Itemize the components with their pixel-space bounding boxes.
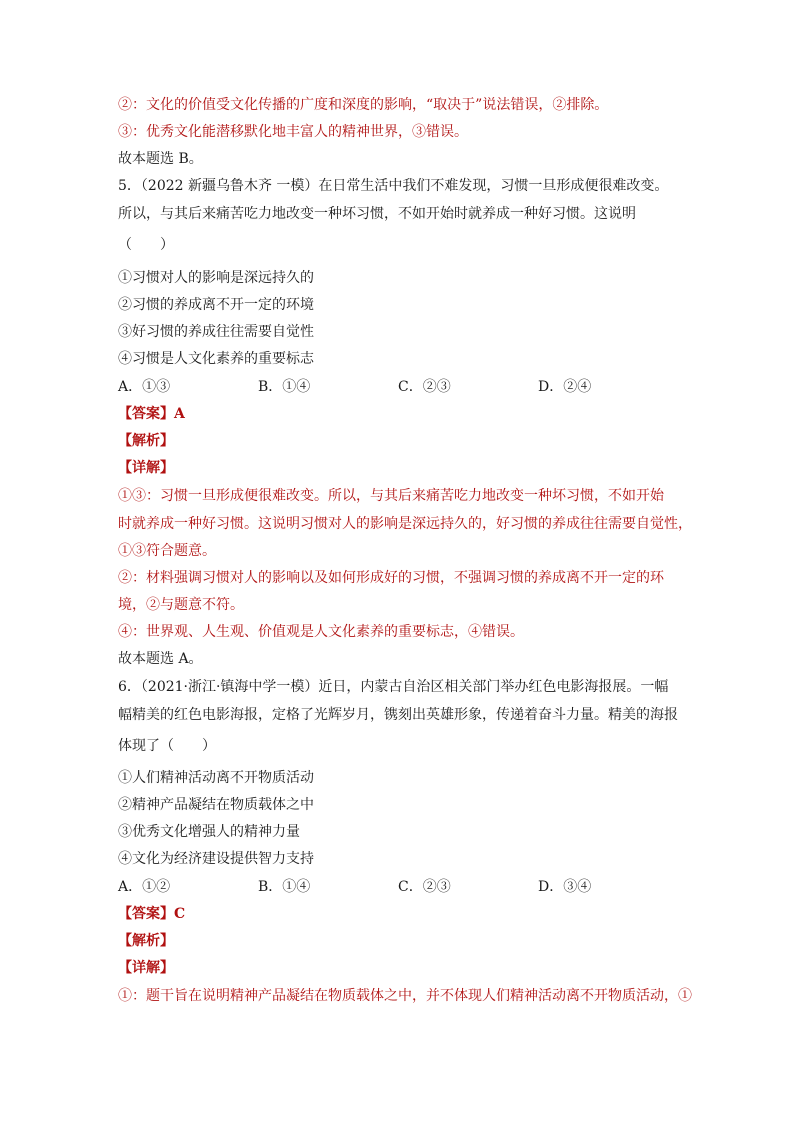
q6-stem-line: 幅精美的红色电影海报，定格了光辉岁月，镌刻出英雄形象，传递着奋斗力量。精美的海报 [118, 707, 678, 723]
q6-explanation-line: ①：题干旨在说明精神产品凝结在物质载体之中，并不体现人们精神活动离不开物质活动，① [118, 988, 692, 1004]
prev-explanation-line: ②：文化的价值受文化传播的广度和深度的影响，“取决于”说法错误，②排除。 [118, 97, 609, 113]
q5-explanation-line: 时就养成一种好习惯。这说明习惯对人的影响是深远持久的，好习惯的养成往往需要自觉性， [118, 516, 692, 532]
q5-stem-blank: （ ） [118, 237, 174, 253]
q6-statement: ②精神产品凝结在物质载体之中 [118, 797, 314, 813]
q6-statement: ③优秀文化增强人的精神力量 [118, 824, 300, 840]
q5-explanation-line: ④：世界观、人生观、价值观是人文化素养的重要标志，④错误。 [118, 624, 524, 640]
q5-statement: ②习惯的养成离不开一定的环境 [118, 297, 314, 313]
q5-explanation-line: ①③符合题意。 [118, 543, 216, 559]
q5-option-c: C．②③ [398, 379, 451, 395]
q5-option-b: B．①④ [258, 379, 311, 395]
q5-option-a: A．①③ [118, 379, 171, 395]
q5-stem-line: 5．（2022 新疆乌鲁木齐 一模）在日常生活中我们不难发现，习惯一旦形成便很难改变。 [118, 178, 669, 194]
q6-stem-line: 体现了（ ） [118, 738, 216, 754]
q5-statement: ④习惯是人文化素养的重要标志 [118, 351, 314, 367]
q5-option-d: D．②④ [538, 379, 592, 395]
prev-conclusion: 故本题选 B。 [118, 151, 203, 167]
q6-option-c: C．②③ [398, 879, 451, 895]
q6-option-a: A．①② [118, 879, 171, 895]
q5-explanation-line: 境，②与题意不符。 [118, 597, 244, 613]
q5-answer: 【答案】A [118, 406, 185, 422]
q6-option-b: B．①④ [258, 879, 311, 895]
q5-stem-line: 所以，与其后来痛苦吃力地改变一种坏习惯，不如开始时就养成一种好习惯。这说明 [118, 206, 636, 222]
q5-statement: ③好习惯的养成往往需要自觉性 [118, 324, 314, 340]
q6-statement: ④文化为经济建设提供智力支持 [118, 851, 314, 867]
q5-conclusion: 故本题选 A。 [118, 651, 203, 667]
q6-analysis-label: 【解析】 [118, 933, 174, 949]
q5-explanation-line: ①③：习惯一旦形成便很难改变。所以，与其后来痛苦吃力地改变一种坏习惯，不如开始 [118, 488, 664, 504]
q6-detail-label: 【详解】 [118, 960, 174, 976]
q5-detail-label: 【详解】 [118, 460, 174, 476]
q6-option-d: D．③④ [538, 879, 592, 895]
q5-statement: ①习惯对人的影响是深远持久的 [118, 270, 314, 286]
q5-explanation-line: ②：材料强调习惯对人的影响以及如何形成好的习惯，不强调习惯的养成离不开一定的环 [118, 570, 664, 586]
prev-explanation-line: ③：优秀文化能潜移默化地丰富人的精神世界，③错误。 [118, 124, 468, 140]
q6-statement: ①人们精神活动离不开物质活动 [118, 770, 314, 786]
q6-stem-line: 6．（2021·浙江·镇海中学一模）近日，内蒙古自治区相关部门举办红色电影海报展。一幅 [118, 679, 669, 695]
q6-answer: 【答案】C [118, 906, 186, 922]
q5-analysis-label: 【解析】 [118, 433, 174, 449]
